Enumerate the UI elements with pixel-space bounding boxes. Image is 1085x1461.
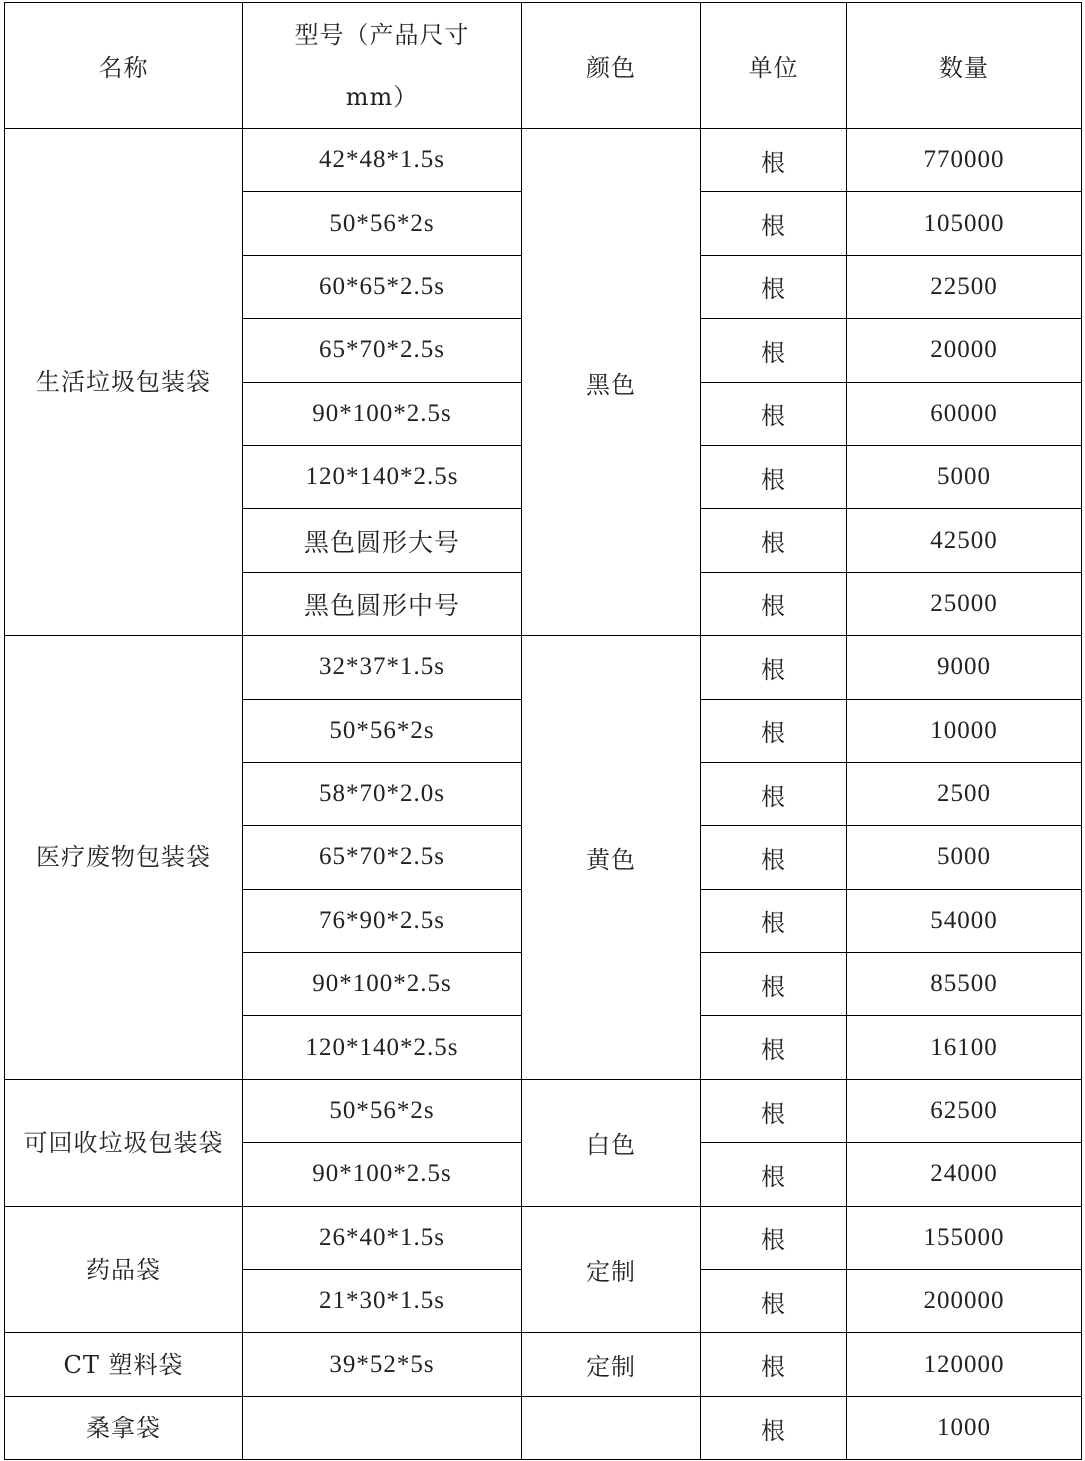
quantity-cell: 16100	[847, 1016, 1082, 1079]
model-cell: 120*140*2.5s	[243, 445, 522, 508]
unit-cell: 根	[701, 826, 847, 889]
quantity-cell: 120000	[847, 1333, 1082, 1396]
unit-cell: 根	[701, 762, 847, 825]
model-cell: 黑色圆形中号	[243, 572, 522, 635]
quantity-cell: 200000	[847, 1270, 1082, 1333]
header-unit: 单位	[701, 3, 847, 129]
unit-cell: 根	[701, 1143, 847, 1206]
quantity-cell: 155000	[847, 1206, 1082, 1269]
color-cell: 定制	[522, 1206, 701, 1333]
model-cell: 90*100*2.5s	[243, 382, 522, 445]
unit-cell: 根	[701, 699, 847, 762]
model-cell: 90*100*2.5s	[243, 1143, 522, 1206]
quantity-cell: 60000	[847, 382, 1082, 445]
quantity-cell: 770000	[847, 129, 1082, 192]
quantity-cell: 5000	[847, 826, 1082, 889]
unit-cell: 根	[701, 129, 847, 192]
model-cell: 26*40*1.5s	[243, 1206, 522, 1269]
product-name-cell	[5, 1079, 243, 1206]
product-name-cell	[5, 129, 243, 636]
table-row	[5, 636, 1082, 699]
quantity-cell: 2500	[847, 762, 1082, 825]
model-cell: 39*52*5s	[243, 1333, 522, 1396]
model-cell: 32*37*1.5s	[243, 636, 522, 699]
unit-cell: 根	[701, 255, 847, 318]
header-quantity: 数量	[847, 3, 1082, 129]
model-cell: 50*56*2s	[243, 1079, 522, 1142]
unit-cell: 根	[701, 1016, 847, 1079]
header-model	[243, 3, 522, 129]
unit-cell: 根	[701, 953, 847, 1016]
table-row	[5, 1079, 1082, 1142]
table-row	[5, 1333, 1082, 1396]
unit-cell: 根	[701, 572, 847, 635]
quantity-cell: 85500	[847, 953, 1082, 1016]
quantity-cell: 1000	[847, 1396, 1082, 1459]
model-cell: 76*90*2.5s	[243, 889, 522, 952]
unit-cell: 根	[701, 445, 847, 508]
quantity-cell: 25000	[847, 572, 1082, 635]
product-name: 药品袋	[86, 1255, 161, 1284]
quantity-cell: 9000	[847, 636, 1082, 699]
product-name-cell	[5, 1333, 243, 1396]
model-cell: 21*30*1.5s	[243, 1270, 522, 1333]
unit-cell: 根	[701, 192, 847, 255]
table-body	[5, 129, 1082, 1460]
product-spec-table	[4, 2, 1082, 1460]
table-row	[5, 1206, 1082, 1269]
model-cell: 50*56*2s	[243, 699, 522, 762]
quantity-cell: 20000	[847, 319, 1082, 382]
model-cell: 90*100*2.5s	[243, 953, 522, 1016]
table-row	[5, 129, 1082, 192]
product-name-cell	[5, 636, 243, 1080]
unit-cell: 根	[701, 1079, 847, 1142]
header-row	[5, 3, 1082, 129]
model-cell: 黑色圆形大号	[243, 509, 522, 572]
color-cell: 黄色	[522, 636, 701, 1080]
table-row	[5, 1396, 1082, 1459]
model-cell: 42*48*1.5s	[243, 129, 522, 192]
model-cell: 60*65*2.5s	[243, 255, 522, 318]
unit-cell: 根	[701, 509, 847, 572]
quantity-cell: 42500	[847, 509, 1082, 572]
unit-cell: 根	[701, 1333, 847, 1396]
header-name: 名称	[5, 3, 243, 129]
unit-cell: 根	[701, 382, 847, 445]
model-cell: 120*140*2.5s	[243, 1016, 522, 1079]
quantity-cell: 22500	[847, 255, 1082, 318]
model-cell: 65*70*2.5s	[243, 826, 522, 889]
product-name: 可回收垃圾包装袋	[23, 1128, 224, 1157]
model-cell: 58*70*2.0s	[243, 762, 522, 825]
model-cell	[243, 1396, 522, 1459]
quantity-cell: 5000	[847, 445, 1082, 508]
model-cell: 65*70*2.5s	[243, 319, 522, 382]
unit-cell: 根	[701, 1270, 847, 1333]
quantity-cell: 24000	[847, 1143, 1082, 1206]
unit-cell: 根	[701, 1396, 847, 1459]
product-name: 医疗废物包装袋	[36, 843, 211, 872]
color-cell: 白色	[522, 1079, 701, 1206]
header-model-text: 型号（产品尺寸mm）	[294, 20, 470, 111]
quantity-cell: 62500	[847, 1079, 1082, 1142]
product-name: CT 塑料袋	[63, 1350, 184, 1379]
quantity-cell: 105000	[847, 192, 1082, 255]
product-name: 桑拿袋	[86, 1414, 161, 1442]
unit-cell: 根	[701, 889, 847, 952]
model-cell: 50*56*2s	[243, 192, 522, 255]
unit-cell: 根	[701, 636, 847, 699]
quantity-cell: 54000	[847, 889, 1082, 952]
unit-cell: 根	[701, 1206, 847, 1269]
product-name-cell	[5, 1396, 243, 1459]
product-name-cell	[5, 1206, 243, 1333]
header-color: 颜色	[522, 3, 701, 129]
color-cell	[522, 1396, 701, 1459]
color-cell: 定制	[522, 1333, 701, 1396]
product-name: 生活垃圾包装袋	[36, 368, 211, 397]
color-cell: 黑色	[522, 129, 701, 636]
quantity-cell: 10000	[847, 699, 1082, 762]
unit-cell: 根	[701, 319, 847, 382]
